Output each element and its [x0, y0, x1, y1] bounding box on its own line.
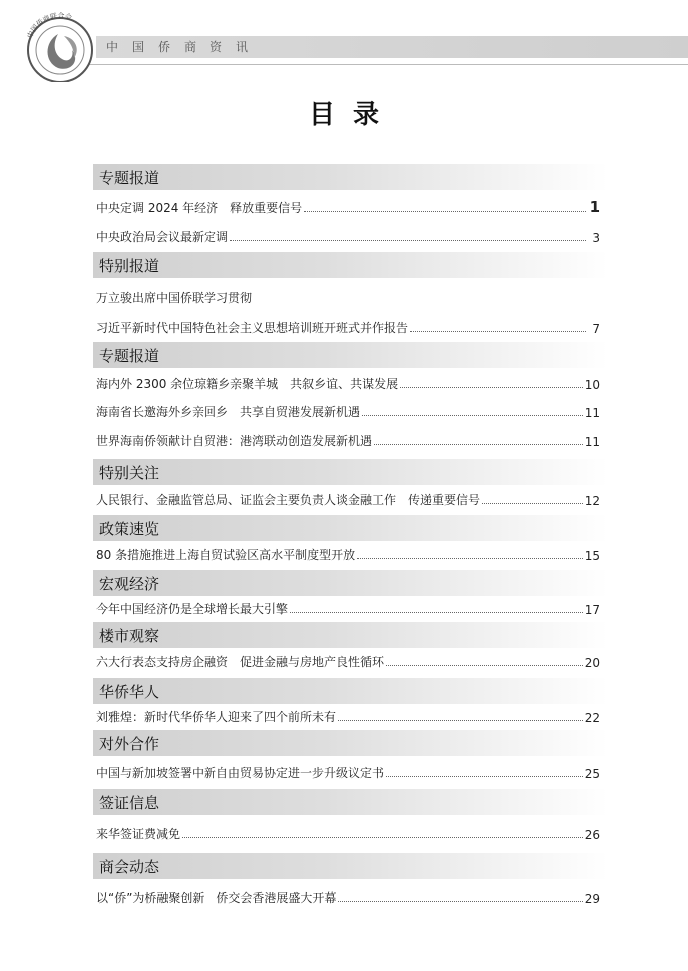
- dot-leader: [338, 720, 583, 721]
- toc-entry-page: 11: [584, 435, 600, 449]
- section-label: 专题报道: [99, 169, 160, 187]
- toc-entry-page: 29: [584, 892, 600, 906]
- toc-entry-title: 中央政治局会议最新定调: [96, 230, 229, 244]
- dot-leader: [482, 503, 583, 504]
- dot-leader: [362, 415, 583, 416]
- toc-entry-page: 11: [584, 406, 600, 420]
- dot-leader: [410, 331, 586, 332]
- section-label: 政策速览: [99, 520, 160, 538]
- dot-leader: [357, 558, 583, 559]
- section-label: 对外合作: [99, 735, 160, 753]
- toc-entry[interactable]: [96, 599, 600, 617]
- section-header: [93, 853, 608, 879]
- dot-leader: [230, 240, 586, 241]
- toc-entry[interactable]: [96, 318, 600, 336]
- section-header: [93, 459, 608, 485]
- section-header: [93, 570, 608, 596]
- section-header: [93, 678, 608, 704]
- toc-entry-title: 世界海南侨领献计自贸港：港湾联动创造发展新机遇: [96, 434, 373, 448]
- toc-entry[interactable]: [96, 545, 600, 563]
- toc-entry-title: 海南省长邀海外乡亲回乡 共享自贸港发展新机遇: [96, 405, 361, 419]
- toc-entry[interactable]: [96, 198, 600, 216]
- toc-entry-page: 22: [584, 711, 600, 725]
- toc-entry-title: 来华签证费减免: [96, 827, 181, 841]
- section-header: [93, 622, 608, 648]
- toc-entry-title: 刘雅煌：新时代华侨华人迎来了四个前所未有: [96, 710, 337, 724]
- dot-leader: [374, 444, 583, 445]
- toc-entry-title: 六大行表态支持房企融资 促进金融与房地产良性循环: [96, 655, 385, 669]
- section-label: 特别关注: [99, 464, 160, 482]
- dot-leader: [400, 387, 583, 388]
- section-label: 楼市观察: [99, 627, 160, 645]
- section-label: 签证信息: [99, 794, 160, 812]
- toc-entry-page: 25: [584, 767, 600, 781]
- toc-entry-page: 20: [584, 656, 600, 670]
- toc-entry-page: 3: [592, 231, 600, 245]
- toc-entry[interactable]: [96, 288, 600, 306]
- toc-entry[interactable]: [96, 431, 600, 449]
- dot-leader: [386, 776, 583, 777]
- toc-entry[interactable]: [96, 652, 600, 670]
- toc-entry-page: 10: [584, 378, 600, 392]
- toc-entry-title: 习近平新时代中国特色社会主义思想培训班开班式并作报告: [96, 321, 409, 335]
- toc-entry-page: 7: [592, 322, 600, 336]
- dot-leader: [304, 211, 586, 212]
- section-label: 华侨华人: [99, 683, 160, 701]
- section-header: [93, 342, 608, 368]
- toc-entry[interactable]: [96, 227, 600, 245]
- toc-entry-page: 12: [584, 494, 600, 508]
- dot-leader: [290, 612, 583, 613]
- section-label: 宏观经济: [99, 575, 160, 593]
- section-header: [93, 730, 608, 756]
- toc-entry-page: 15: [584, 549, 600, 563]
- toc-entry-title: 中国与新加坡签署中新自由贸易协定进一步升级议定书: [96, 766, 385, 780]
- logo-text: 中国侨商联合会: [25, 11, 73, 40]
- dot-leader: [338, 901, 582, 902]
- toc-entry-page: 26: [584, 828, 600, 842]
- toc-entry[interactable]: [96, 490, 600, 508]
- toc-entry[interactable]: [96, 402, 600, 420]
- toc-entry[interactable]: [96, 824, 600, 842]
- publication-title: 中国侨商资讯: [106, 40, 263, 54]
- toc-entry-title: 海内外 2300 余位琼籍乡亲聚羊城 共叙乡谊、共谋发展: [96, 377, 399, 391]
- page-title: 目录: [308, 100, 397, 130]
- section-label: 特别报道: [99, 257, 160, 275]
- toc-entry-title: 万立骏出席中国侨联学习贯彻: [96, 291, 253, 305]
- section-header: [93, 515, 608, 541]
- toc-entry[interactable]: [96, 707, 600, 725]
- section-label: 专题报道: [99, 347, 160, 365]
- toc-entry-title: 人民银行、金融监管总局、证监会主要负责人谈金融工作 传递重要信号: [96, 493, 481, 507]
- toc-entry[interactable]: [96, 374, 600, 392]
- toc-entry-page: 1: [589, 198, 600, 216]
- toc-entry-page: 17: [584, 603, 600, 617]
- section-header: [93, 164, 608, 190]
- toc-entry-title: 中央定调 2024 年经济 释放重要信号: [96, 201, 303, 215]
- section-header: [93, 252, 608, 278]
- dot-leader: [182, 837, 583, 838]
- dot-leader: [386, 665, 583, 666]
- toc-entry-title: 以“侨”为桥融聚创新 侨交会香港展盛大开幕: [96, 891, 337, 905]
- toc-entry-title: 今年中国经济仍是全球增长最大引擎: [96, 602, 289, 616]
- toc-entry[interactable]: [96, 888, 600, 906]
- section-header: [93, 789, 608, 815]
- toc-entry[interactable]: [96, 763, 600, 781]
- section-label: 商会动态: [99, 858, 160, 876]
- toc-entry-title: 80 条措施推进上海自贸试验区高水平制度型开放: [96, 548, 356, 562]
